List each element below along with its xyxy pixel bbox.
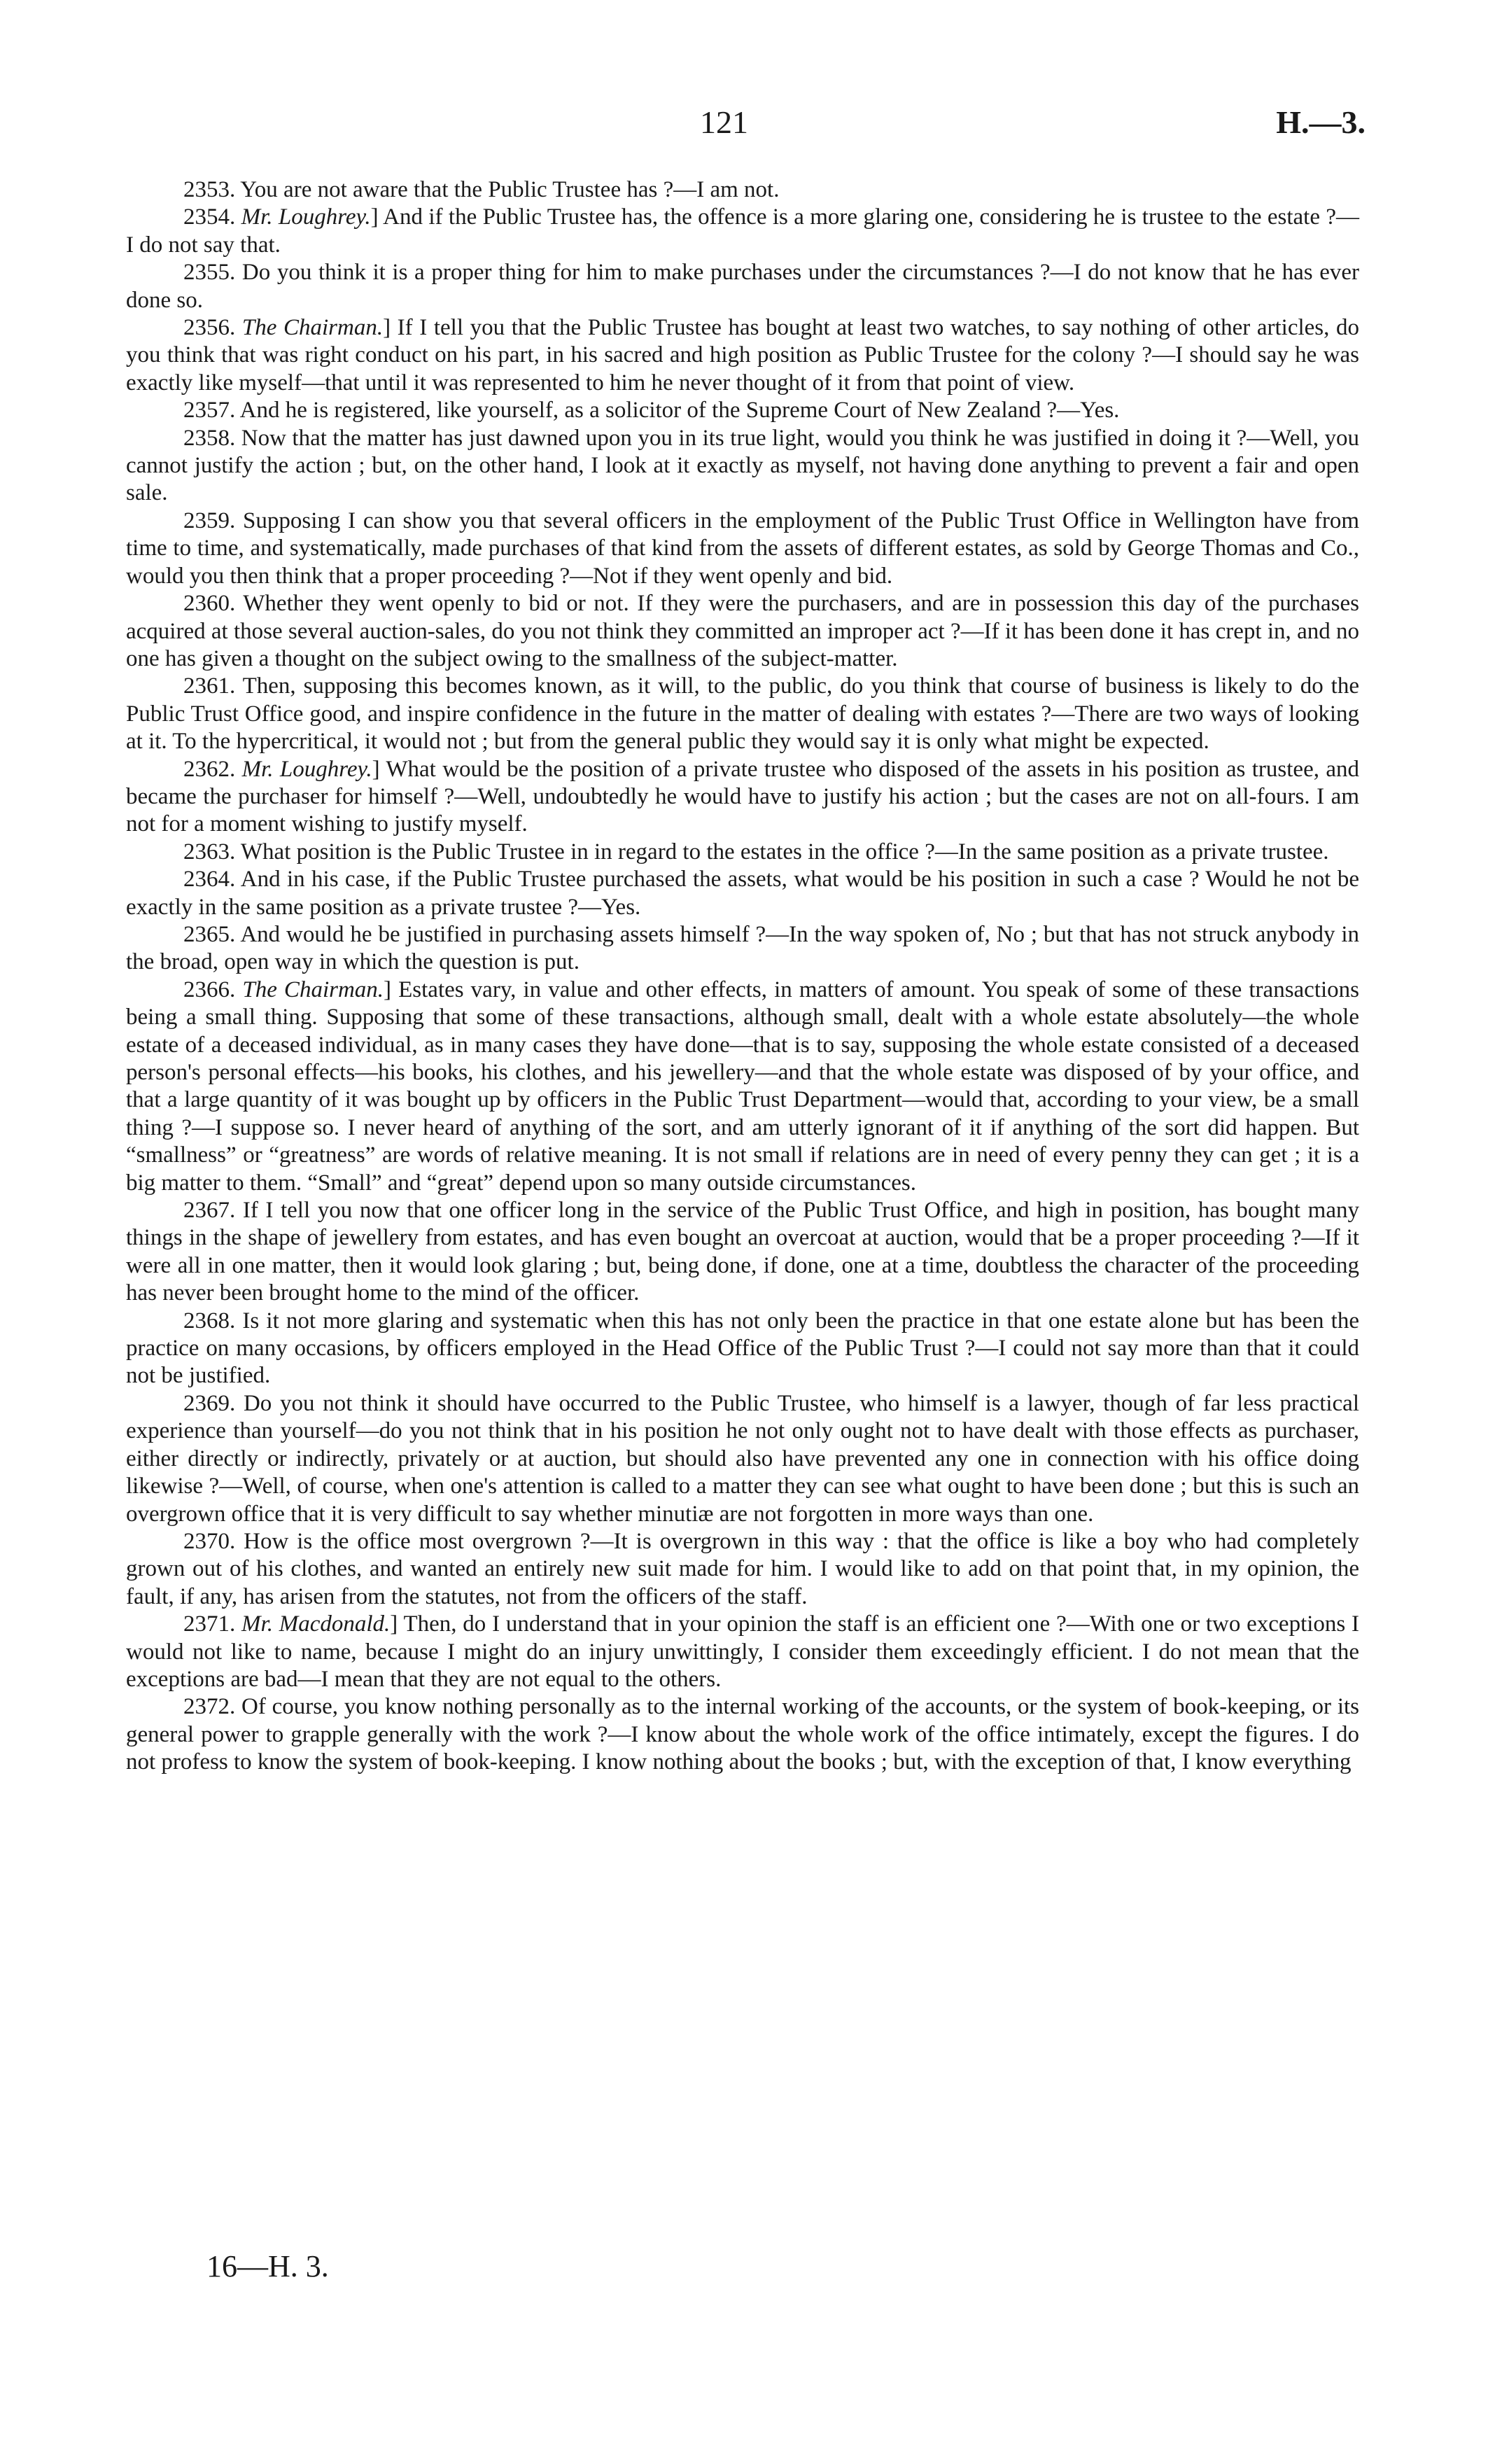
paragraph: 2361. Then, supposing this becomes known, as it will, to the public, do you think that course of business is likely to do the Public Trust Office good, and inspire confidence in the future in the matter of dealing with estates ?—There are two ways of looking at it. To the hypercritical, it would not ; but from the general public they would say it is only what might be expected. (126, 673, 1359, 755)
paragraph: 2357. And he is registered, like yourself, as a solicitor of the Supreme Court of New Zealand ?—Yes. (183, 398, 1120, 424)
document-reference: H.—3. (1276, 104, 1366, 140)
paragraph: 2364. And in his case, if the Public Trustee purchased the assets, what would be his position in such a case ? Would he not be exactly in the same position as a private trustee ?—Yes. (126, 867, 1359, 920)
paragraph: 2356. The Chairman.] If I tell you that the Public Trustee has bought at least two watches, to say nothing of other articles, do you think that was right conduct on his part, in his sacred and high position as Public Trustee for the colony ?—I should say he was exactly like myself—that until it was represented to him he never thought of it from that point of view. (126, 315, 1359, 396)
paragraph: 2353. You are not aware that the Public Trustee has ?—I am not. (183, 177, 780, 202)
page-signature: 16—H. 3. (206, 2249, 329, 2283)
paragraph: 2368. Is it not more glaring and systematic when this has not only been the practice in that one estate alone but has been the practice on many occasions, by officers employed in the Head Office of the Public Trust ?—I could not say more than that it could not be justified. (126, 1308, 1359, 1389)
paragraph: 2358. Now that the matter has just dawned upon you in its true light, would you think he was justified in doing it ?—Well, you cannot justify the action ; but, on the other hand, I look at it exactly as myself, not having done anything to prevent a fair and open sale. (126, 425, 1359, 506)
paragraph: 2366. The Chairman.] Estates vary, in value and other effects, in matters of amount. You speak of some of these transactions being a small thing. Supposing that some of these transactions, although small, dealt with a whole estate absolutely—the whole estate of a deceased individual, as in many cases they have done—that is to say, supposing the whole estate consisted of a deceased person's personal effects—his books, his clothes, and his jewellery—and that the whole estate was disposed of by your office, and that a large quantity of it was bought up by officers in the Public Trust Department—would that, according to your view, be a small thing ?—I suppose so. I never heard of anything of the sort, and am utterly ignorant of it if anything of the sort did happen. But “smallness” or “greatness” are words of relative meaning. It is not small if relations are in need of every penny they can get ; it is a big matter to them. “Small” and “great” depend upon so many outside circumstances. (126, 976, 1360, 1196)
paragraph: 2371. Mr. Macdonald.] Then, do I understand that in your opinion the staff is an efficient one ?—With one or two exceptions I would not like to name, because I might do an injury unwittingly, I consider them exceedingly efficient. I do not mean that the exceptions are bad—I mean that they are not equal to the others. (126, 1611, 1360, 1692)
paragraph: 2365. And would he be justified in purchasing assets himself ?—In the way spoken of, No ; but that has not struck anybody in the broad, open way in which the question is put. (126, 921, 1359, 975)
body-text (126, 176, 1359, 1777)
paragraph: 2369. Do you not think it should have occurred to the Public Trustee, who himself is a lawyer, though of far less practical experience than yourself—do you not think that in his position he not only ought not to have dealt with those effects as purchaser, either directly or indirectly, privately or at auction, but should also have prevented any one in connection with his office doing likewise ?—Well, of course, when one's attention is called to a matter they can see what ought to have been done ; but this is such an overgrown office that it is very difficult to say whether minutiæ are not forgotten in more ways than one. (126, 1390, 1359, 1527)
paragraph: 2372. Of course, you know nothing personally as to the internal working of the accounts, or the system of book-keeping, or its general power to grapple generally with the work ?—I know about the whole work of the office intimately, except the figures. I do not profess to know the system of book-keeping. I know nothing about the books ; but, with the exception of that, I know everything (126, 1694, 1359, 1775)
paragraph: 2359. Supposing I can show you that several officers in the employment of the Public Trust Office in Wellington have from time to time, and systematically, made purchases of that kind from the assets of different estates, as sold by George Thomas and Co., would you then think that a proper proceeding ?—Not if they went openly and bid. (126, 507, 1359, 589)
paragraph: 2362. Mr. Loughrey.] What would be the position of a private trustee who disposed of the assets in his position as trustee, and became the purchaser for himself ?—Well, undoubtedly he would have to justify his action ; but the cases are not on all-fours. I am not for a moment wishing to justify myself. (126, 756, 1359, 837)
page-number: 121 (700, 104, 748, 140)
paragraph: 2360. Whether they went openly to bid or not. If they were the purchasers, and are in possession this day of the purchases acquired at those several auction-sales, do you not think they committed an improper act ?—If it has been done it has crept in, and no one has given a thought on the subject owing to the smallness of the subject-matter. (126, 591, 1359, 671)
paragraph: 2370. How is the office most overgrown ?—It is overgrown in this way : that the office is like a boy who had completely grown out of his clothes, and wanted an entirely new suit made for him. I would like to add on that point that, in my opinion, the fault, if any, has arisen from the statutes, not from the officers of the staff. (126, 1528, 1359, 1609)
paragraph: 2363. What position is the Public Trustee in in regard to the estates in the office ?—In the same position as a private trustee. (183, 839, 1329, 864)
paragraph: 2367. If I tell you now that one officer long in the service of the Public Trust Office, and high in position, has bought many things in the shape of jewellery from estates, and has even bought an overcoat at auction, would that be a proper proceeding ?—If it were all in one matter, then it would look glaring ; but, being done, if done, one at a time, doubtless the character of the proceeding has never been brought home to the mind of the officer. (126, 1198, 1359, 1306)
paragraph: 2355. Do you think it is a proper thing for him to make purchases under the circumstances ?—I do not know that he has ever done so. (126, 260, 1359, 313)
paragraph: 2354. Mr. Loughrey.] And if the Public Trustee has, the offence is a more glaring one, considering he is trustee to the estate ?—I do not say that. (126, 204, 1359, 258)
